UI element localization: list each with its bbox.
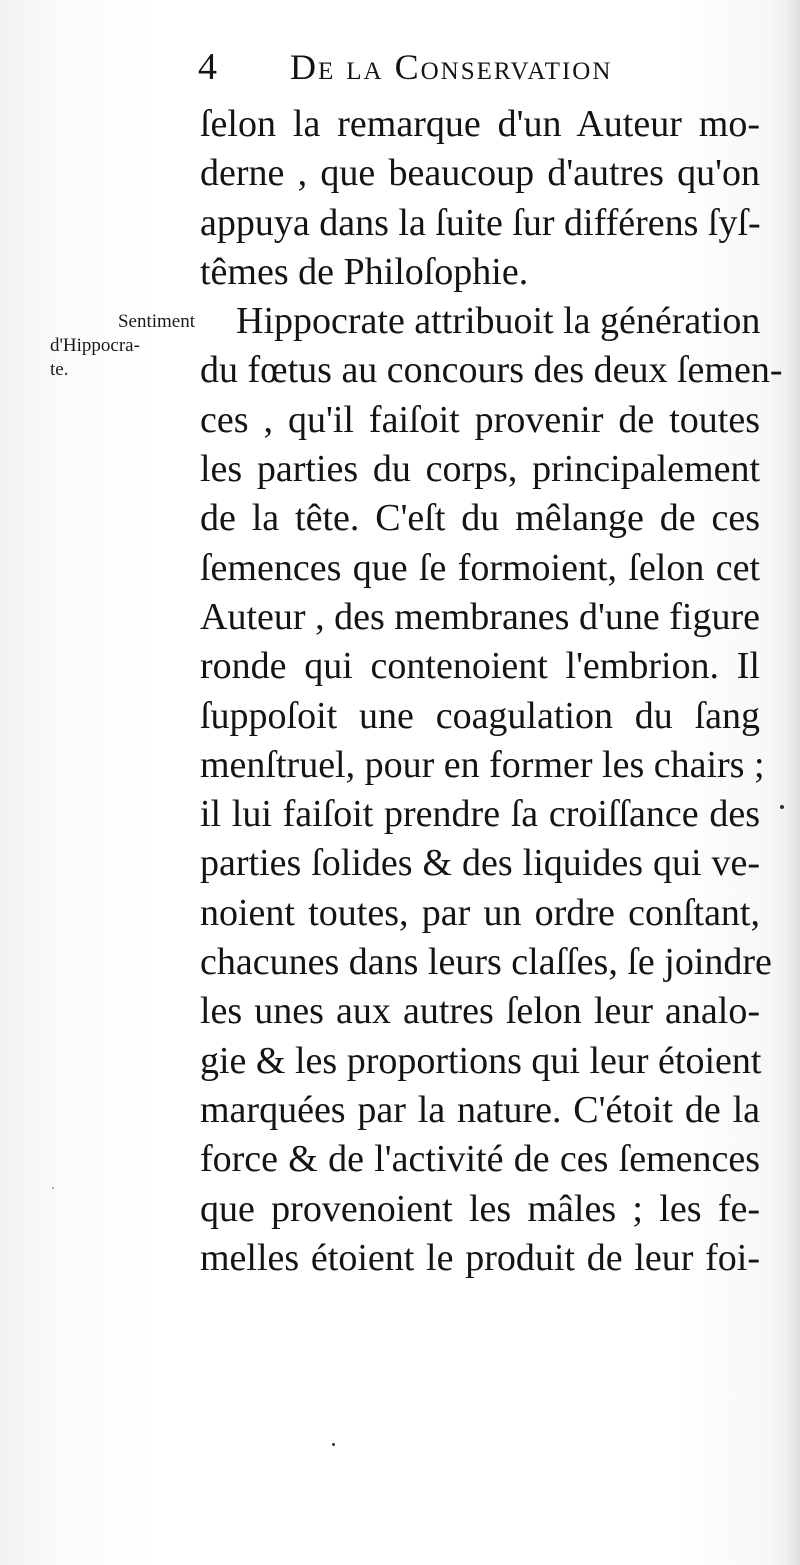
text-line: parties ſolides & des liquides qui ve-	[200, 842, 760, 885]
page-number: 4	[198, 46, 217, 88]
body-text	[200, 100, 783, 1283]
margin-note-line: d'Hippocra-	[50, 335, 140, 356]
paper-speck	[52, 1187, 54, 1189]
paragraph-start-line: Hippocrate attribuoit la génération	[236, 300, 761, 343]
running-head: De la Conservation	[290, 47, 613, 87]
text-line: ſemences que ſe formoient, ſelon cet	[200, 546, 760, 589]
paper-speck	[780, 805, 784, 809]
text-line: appuya dans la ſuite ſur différens ſyſ-	[200, 201, 761, 244]
text-line: melles étoient le produit de leur foi-	[200, 1236, 760, 1279]
text-line: gie & les proportions qui leur étoient	[200, 1039, 762, 1082]
margin-note	[50, 310, 195, 382]
margin-note-line: Sentiment	[117, 311, 195, 332]
text-line: de la tête. C'eſt du mêlange de ces	[200, 497, 760, 540]
text-line: les parties du corps, principalement	[200, 448, 760, 491]
text-line: ronde qui contenoient l'embrion. Il	[200, 645, 760, 688]
text-line: têmes de Philoſophie.	[200, 250, 529, 293]
text-line: chacunes dans leurs claſſes, ſe joindre	[200, 941, 772, 984]
text-line: force & de l'activité de ces ſemences	[200, 1138, 760, 1181]
text-line: menſtruel, pour en former les chairs ;	[200, 743, 765, 786]
page-edge-shadow	[786, 0, 800, 1565]
text-line: noient toutes, par un ordre conſtant,	[200, 891, 760, 934]
paper-speck	[332, 1443, 335, 1446]
text-line: derne , que beaucoup d'autres qu'on	[200, 152, 760, 195]
text-line: Auteur , des membranes d'une figure	[200, 595, 760, 638]
margin-note-line: te.	[50, 359, 69, 380]
text-line: que provenoient les mâles ; les fe-	[200, 1187, 760, 1230]
page-header	[198, 42, 668, 92]
text-line: du fœtus au concours des deux ſemen-	[200, 349, 783, 392]
text-line: il lui faiſoit prendre ſa croiſſance des	[200, 793, 760, 836]
text-line: marquées par la nature. C'étoit de la	[200, 1088, 760, 1131]
text-line: ces , qu'il faiſoit provenir de toutes	[200, 398, 760, 441]
text-line: ſelon la remarque d'un Auteur mo-	[200, 103, 760, 145]
text-line: les unes aux autres ſelon leur analo-	[200, 990, 760, 1033]
text-line: ſuppoſoit une coagulation du ſang	[200, 694, 760, 737]
